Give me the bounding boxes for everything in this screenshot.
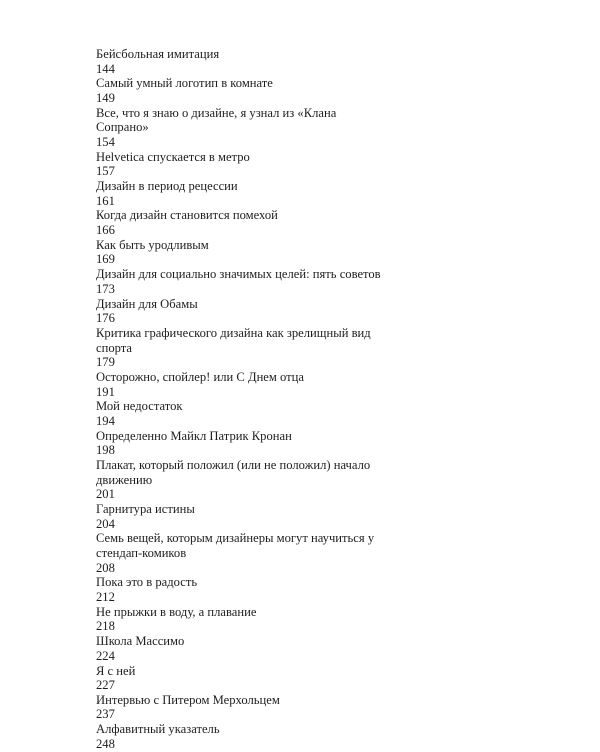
toc-entry xyxy=(96,370,386,399)
toc-entry xyxy=(96,208,386,237)
toc-entry-title: Гарнитура истины xyxy=(96,502,195,517)
toc-entry-title: Определенно Майкл Патрик Кронан xyxy=(96,428,292,443)
toc-entry-page-number: 161 xyxy=(96,193,115,208)
toc-entry xyxy=(96,634,386,663)
toc-entry xyxy=(96,605,386,634)
toc-entry-title: Алфавитный указатель xyxy=(96,722,220,737)
toc-entry-page-number: 191 xyxy=(96,384,115,399)
toc-entry-title: Дизайн в период рецессии xyxy=(96,179,238,194)
toc-entry-page-number: 176 xyxy=(96,311,115,326)
toc-entry-page-number: 224 xyxy=(96,648,115,663)
toc-entry-page-number: 149 xyxy=(96,90,115,105)
table-of-contents xyxy=(96,47,386,752)
toc-entry xyxy=(96,531,386,575)
toc-entry-page-number: 154 xyxy=(96,134,115,149)
toc-entry-page-number: 204 xyxy=(96,516,115,531)
toc-entry xyxy=(96,297,386,326)
toc-entry-title: Я с ней xyxy=(96,663,136,678)
toc-entry-page-number: 201 xyxy=(96,487,115,502)
toc-entry-title: Дизайн для Обамы xyxy=(96,296,198,311)
toc-entry-title: Школа Массимо xyxy=(96,634,185,649)
toc-entry-title: Мой недостаток xyxy=(96,399,183,414)
toc-entry xyxy=(96,429,386,458)
toc-entry xyxy=(96,502,386,531)
toc-entry xyxy=(96,664,386,693)
toc-entry-page-number: 198 xyxy=(96,443,115,458)
toc-entry-title: Самый умный логотип в комнате xyxy=(96,76,273,91)
toc-entry-title: Пока это в радость xyxy=(96,575,198,590)
toc-entry-title: Когда дизайн становится помехой xyxy=(96,208,278,223)
toc-entry-title: Дизайн для социально значимых целей: пять советов xyxy=(96,267,381,282)
toc-entry-title: Семь вещей, которым дизайнеры могут научиться у стендап-комиков xyxy=(96,531,375,560)
toc-entry xyxy=(96,399,386,428)
toc-entry-page-number: 218 xyxy=(96,619,115,634)
toc-entry xyxy=(96,47,386,76)
toc-entry xyxy=(96,693,386,722)
toc-entry-page-number: 208 xyxy=(96,560,115,575)
toc-entry xyxy=(96,458,386,502)
toc-entry-title: Интервью с Питером Мерхольцем xyxy=(96,692,280,707)
toc-entry-title: Критика графического дизайна как зрелищный вид спорта xyxy=(96,325,371,355)
toc-entry-title: Все, что я знаю о дизайне, я узнал из «Клана Сопрано» xyxy=(96,105,337,135)
toc-entry-page-number: 237 xyxy=(96,707,115,722)
toc-entry xyxy=(96,575,386,604)
toc-entry-page-number: 166 xyxy=(96,223,115,238)
toc-entry-page-number: 227 xyxy=(96,678,115,693)
toc-entry-page-number: 179 xyxy=(96,355,115,370)
toc-entry-title: Helvetica спускается в метро xyxy=(96,149,250,164)
toc-entry-title: Плакат, который положил (или не положил) начало движению xyxy=(96,458,371,487)
toc-entry xyxy=(96,722,386,751)
toc-entry xyxy=(96,267,386,296)
toc-entry xyxy=(96,76,386,105)
toc-entry xyxy=(96,179,386,208)
toc-entry-page-number: 194 xyxy=(96,413,115,428)
toc-entry xyxy=(96,150,386,179)
toc-entry xyxy=(96,326,386,370)
toc-entry-title: Не прыжки в воду, а плавание xyxy=(96,604,257,619)
toc-entry-page-number: 173 xyxy=(96,281,115,296)
toc-entry-page-number: 212 xyxy=(96,589,115,604)
toc-entry-page-number: 157 xyxy=(96,164,115,179)
toc-entry-title: Бейсбольная имитация xyxy=(96,47,220,61)
toc-entry-title: Осторожно, спойлер! или С Днем отца xyxy=(96,369,304,384)
toc-entry-title: Как быть уродливым xyxy=(96,237,209,252)
toc-entry-page-number: 169 xyxy=(96,252,115,267)
toc-entry xyxy=(96,238,386,267)
toc-entry-page-number: 248 xyxy=(96,736,115,751)
toc-entry xyxy=(96,106,386,150)
toc-entry-page-number: 144 xyxy=(96,61,115,76)
